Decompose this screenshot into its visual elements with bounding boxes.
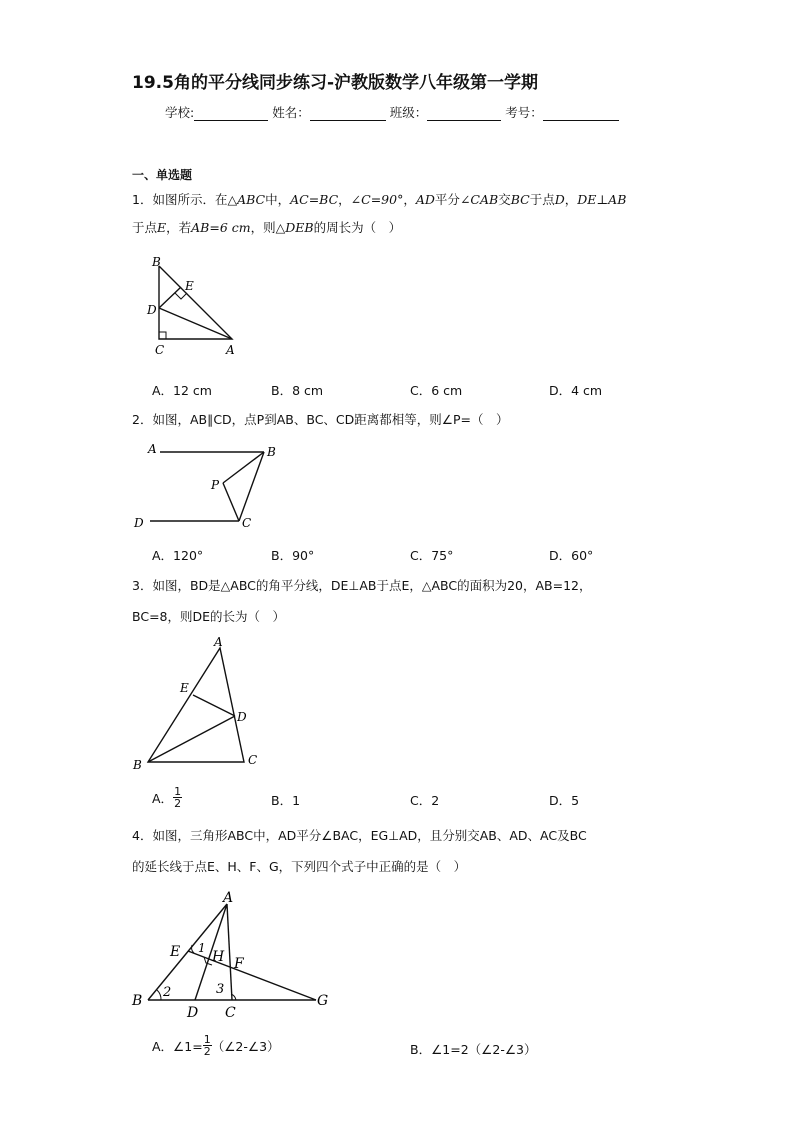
- number-label: 考号：: [505, 105, 543, 120]
- q4-segment-ac: [227, 904, 232, 1000]
- q1-option-d[interactable]: D．4 cm: [549, 383, 603, 398]
- name-label: 姓名：: [272, 105, 310, 120]
- q4-segment-eg: [188, 951, 316, 1000]
- q4-label-e: E: [170, 944, 181, 960]
- q1-figure: [140, 252, 250, 362]
- q1-triangle: [159, 266, 232, 339]
- school-label: 学校:: [165, 105, 195, 120]
- q4-label-3: 3: [216, 982, 225, 997]
- q2-label-b: B: [267, 445, 276, 459]
- q1-math: D: [554, 192, 565, 207]
- q4-option-a[interactable]: [152, 1034, 280, 1057]
- q1-math: ∠C=90°: [350, 192, 404, 207]
- q4-line2: 的延长线于点E、H、F、G，下列四个式子中正确的是（ ）: [132, 859, 467, 874]
- q1-math: AB=6 cm: [191, 220, 251, 235]
- q4-line1: 4．如图，三角形ABC中，AD平分∠BAC，EG⊥AD，且分别交AB、AD、AC及BC: [132, 828, 587, 843]
- q2-option-c[interactable]: C．75°: [410, 548, 454, 563]
- q2-option-d[interactable]: D．60°: [549, 548, 594, 563]
- page-title: 19.5角的平分线同步练习-沪教版数学八年级第一学期: [132, 73, 538, 93]
- q1-text: ，: [564, 192, 578, 207]
- q4-label-a: A: [223, 890, 234, 906]
- q1-math: AC=BC: [290, 192, 339, 207]
- q1-text: ，则: [250, 220, 276, 235]
- q2-segment-pc: [223, 483, 239, 521]
- q3-label-a: A: [214, 635, 223, 649]
- q4-option-a-prefix: A．∠1=: [152, 1038, 203, 1054]
- q4-label-b: B: [132, 993, 143, 1009]
- q3-label-c: C: [248, 753, 258, 767]
- q1-math: BC: [510, 192, 530, 207]
- q3-option-a-numerator: 1: [174, 785, 182, 798]
- q3-line1: 3．如图，BD是△ABC的角平分线，DE⊥AB于点E，△ABC的面积为20，AB=12，: [132, 578, 592, 593]
- q1-math: △ABC: [227, 192, 266, 207]
- q4-angle-arc-2: [157, 990, 161, 1000]
- q1-text: 平分: [434, 192, 460, 207]
- q1-right-angle-e: [175, 293, 187, 299]
- q1-segment-de: [159, 287, 181, 308]
- q3-segment-ed: [193, 695, 235, 716]
- q4-option-b[interactable]: B．∠1=2（∠2-∠3）: [410, 1042, 537, 1057]
- q2-label-a: A: [148, 442, 157, 456]
- q1-math: ∠CAB: [459, 192, 499, 207]
- q4-option-a-suffix: （∠2-∠3）: [211, 1038, 280, 1054]
- q3-label-b: B: [133, 758, 142, 772]
- q1-label-d: D: [147, 303, 157, 317]
- student-info-line: [165, 103, 623, 121]
- q3-option-d[interactable]: D．5: [549, 793, 580, 808]
- q1-label-e: E: [185, 279, 194, 293]
- q4-label-c: C: [225, 1005, 236, 1021]
- q3-option-a-prefix: A．: [152, 790, 174, 806]
- q4-option-a-numerator: 1: [203, 1033, 211, 1046]
- q2-label-p: P: [211, 478, 220, 492]
- q1-math: AD: [415, 192, 435, 207]
- q1-text: ，: [403, 192, 416, 207]
- q4-label-d: D: [187, 1005, 199, 1021]
- q4-label-1: 1: [198, 941, 206, 955]
- q4-label-f: F: [234, 956, 244, 972]
- q1-text: 的周长为（ ）: [313, 220, 402, 235]
- q4-label-g: G: [317, 993, 329, 1009]
- q4-label-h: H: [212, 949, 225, 965]
- q3-option-a-denominator: 2: [174, 797, 182, 810]
- q3-label-d: D: [237, 710, 247, 724]
- q1-option-a[interactable]: A．12 cm: [152, 383, 212, 398]
- q1-option-c[interactable]: C．6 cm: [410, 383, 463, 398]
- q3-segment-bd: [148, 716, 235, 762]
- q2-label-c: C: [242, 516, 252, 530]
- q2-text: 2．如图，AB∥CD，点P到AB、BC、CD距离都相等，则∠P=（ ）: [132, 412, 509, 427]
- class-label: 班级：: [389, 105, 428, 120]
- q1-label-c: C: [155, 343, 165, 357]
- q1-math: △DEB: [275, 220, 314, 235]
- q3-option-b[interactable]: B．1: [271, 793, 301, 808]
- q3-line2: BC=8，则DE的长为（ ）: [132, 609, 286, 624]
- q1-label-a: A: [226, 343, 235, 357]
- q3-option-a-fraction: [173, 786, 182, 809]
- q1-text: 于点: [132, 220, 158, 235]
- q1-text: 于点: [529, 192, 555, 207]
- q2-segment-bc: [239, 452, 264, 521]
- q4-label-2: 2: [163, 985, 172, 1000]
- q2-option-a[interactable]: A．120°: [152, 548, 204, 563]
- q3-figure: [128, 632, 268, 774]
- q1-segment-ad: [159, 308, 232, 339]
- q1-text: 中，: [265, 192, 291, 207]
- name-field[interactable]: [310, 108, 386, 121]
- q3-option-c[interactable]: C．2: [410, 793, 440, 808]
- q2-label-d: D: [134, 516, 144, 530]
- q4-option-a-denominator: 2: [203, 1045, 211, 1058]
- q1-text: ，: [338, 192, 351, 207]
- q1-math: E: [157, 220, 167, 235]
- q1-option-b[interactable]: B．8 cm: [271, 383, 324, 398]
- q2-figure: [130, 438, 290, 532]
- q1-text: 交: [498, 192, 511, 207]
- q1-label-b: B: [152, 255, 161, 269]
- q3-option-a[interactable]: [152, 786, 182, 809]
- q1-text: ，若: [166, 220, 192, 235]
- q1-text: 1．如图所示．在: [132, 192, 228, 207]
- school-field[interactable]: [194, 108, 268, 121]
- q1-line1: [132, 192, 626, 208]
- section-heading: 一、单选题: [132, 168, 193, 182]
- q4-option-a-fraction: [203, 1034, 212, 1057]
- q3-triangle: [148, 648, 244, 762]
- class-field[interactable]: [427, 108, 501, 121]
- q1-right-angle-c: [159, 332, 166, 339]
- q4-figure: [128, 884, 338, 1022]
- number-field[interactable]: [543, 108, 619, 121]
- q3-label-e: E: [180, 681, 189, 695]
- q2-option-b[interactable]: B．90°: [271, 548, 315, 563]
- q1-math: DE⊥AB: [577, 192, 627, 207]
- q1-line2: [132, 220, 401, 236]
